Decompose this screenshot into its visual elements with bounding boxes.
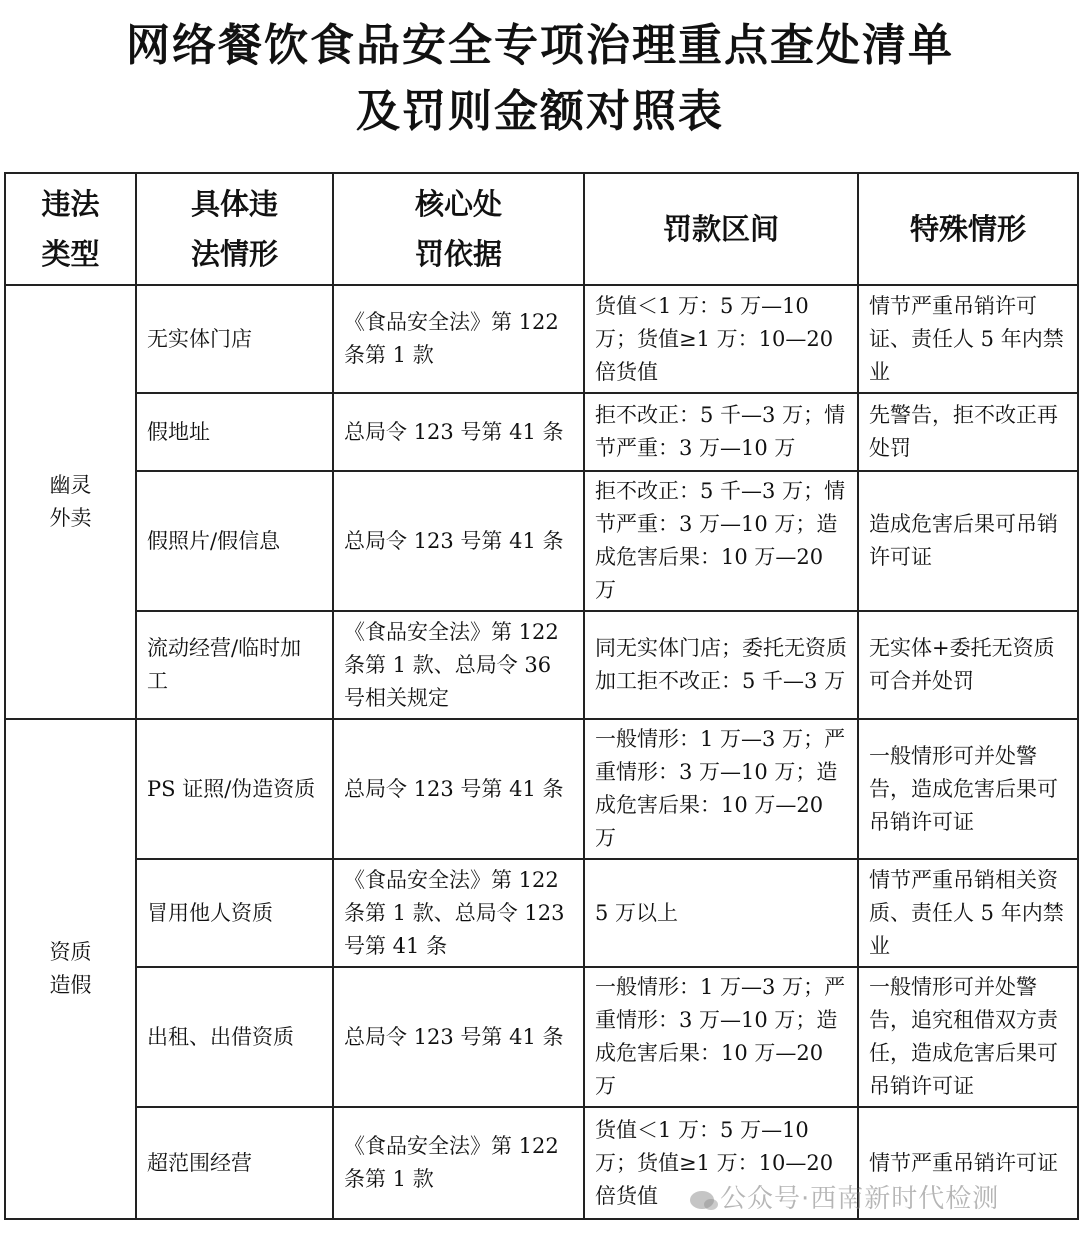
- basis-cell: 《食品安全法》第 122 条第 1 款: [333, 1107, 584, 1219]
- fine-cell: 货值＜1 万：5 万—10 万；货值≥1 万：10—20 倍货值: [584, 1107, 858, 1219]
- special-cell: 情节严重吊销许可证: [858, 1107, 1078, 1219]
- table-row: [5, 471, 1078, 611]
- fine-cell: 5 万以上: [584, 859, 858, 967]
- header-penalty-basis: 核心处 罚依据: [333, 173, 584, 285]
- case-cell: 超范围经营: [136, 1107, 333, 1219]
- table-row: [5, 967, 1078, 1107]
- watermark-text: 公众号·西南新时代检测: [720, 1184, 1000, 1214]
- table-row: [5, 285, 1078, 393]
- fine-cell: 同无实体门店；委托无资质加工拒不改正：5 千—3 万: [584, 611, 858, 719]
- special-cell: 先警告，拒不改正再处罚: [858, 393, 1078, 471]
- special-cell: 情节严重吊销相关资质、责任人 5 年内禁业: [858, 859, 1078, 967]
- document-title-line-1: 网络餐饮食品安全专项治理重点查处清单: [126, 20, 954, 71]
- special-cell: 一般情形可并处警告，造成危害后果可吊销许可证: [858, 719, 1078, 859]
- header-violation-type: 违法 类型: [5, 173, 136, 285]
- special-cell: 造成危害后果可吊销许可证: [858, 471, 1078, 611]
- case-cell: 流动经营/临时加工: [136, 611, 333, 719]
- group-type-fake-qualification: 资质 造假: [5, 719, 136, 1219]
- fine-cell: 拒不改正：5 千—3 万；情节严重：3 万—10 万；造成危害后果：10 万—20 万: [584, 471, 858, 611]
- case-cell: 假地址: [136, 393, 333, 471]
- case-cell: 无实体门店: [136, 285, 333, 393]
- header-fine-range: 罚款区间: [584, 173, 858, 285]
- wechat-icon: [690, 1191, 714, 1209]
- group-type-ghost-takeout: 幽灵 外卖: [5, 285, 136, 719]
- basis-cell: 总局令 123 号第 41 条: [333, 719, 584, 859]
- fine-cell: 一般情形：1 万—3 万；严重情形：3 万—10 万；造成危害后果：10 万—20 万: [584, 719, 858, 859]
- table-row: [5, 611, 1078, 719]
- basis-cell: 总局令 123 号第 41 条: [333, 967, 584, 1107]
- penalty-table: [4, 172, 1079, 1220]
- basis-cell: 《食品安全法》第 122 条第 1 款: [333, 285, 584, 393]
- fine-cell: 一般情形：1 万—3 万；严重情形：3 万—10 万；造成危害后果：10 万—20 万: [584, 967, 858, 1107]
- basis-cell: 《食品安全法》第 122 条第 1 款、总局令 123 号第 41 条: [333, 859, 584, 967]
- document-title-line-2: 及罚则金额对照表: [356, 86, 724, 137]
- basis-cell: 总局令 123 号第 41 条: [333, 471, 584, 611]
- case-cell: PS 证照/伪造资质: [136, 719, 333, 859]
- watermark: [690, 1178, 999, 1215]
- basis-cell: 总局令 123 号第 41 条: [333, 393, 584, 471]
- header-special-case: 特殊情形: [858, 173, 1078, 285]
- basis-cell: 《食品安全法》第 122 条第 1 款、总局令 36 号相关规定: [333, 611, 584, 719]
- case-cell: 假照片/假信息: [136, 471, 333, 611]
- table-row: [5, 719, 1078, 859]
- fine-cell: 货值＜1 万：5 万—10 万；货值≥1 万：10—20 倍货值: [584, 285, 858, 393]
- table-row: [5, 859, 1078, 967]
- fine-cell: 拒不改正：5 千—3 万；情节严重：3 万—10 万: [584, 393, 858, 471]
- case-cell: 冒用他人资质: [136, 859, 333, 967]
- case-cell: 出租、出借资质: [136, 967, 333, 1107]
- special-cell: 无实体+委托无资质可合并处罚: [858, 611, 1078, 719]
- table-header-row: [5, 173, 1078, 285]
- special-cell: 一般情形可并处警告，追究租借双方责任，造成危害后果可吊销许可证: [858, 967, 1078, 1107]
- special-cell: 情节严重吊销许可证、责任人 5 年内禁业: [858, 285, 1078, 393]
- table-row: [5, 393, 1078, 471]
- header-specific-case: 具体违 法情形: [136, 173, 333, 285]
